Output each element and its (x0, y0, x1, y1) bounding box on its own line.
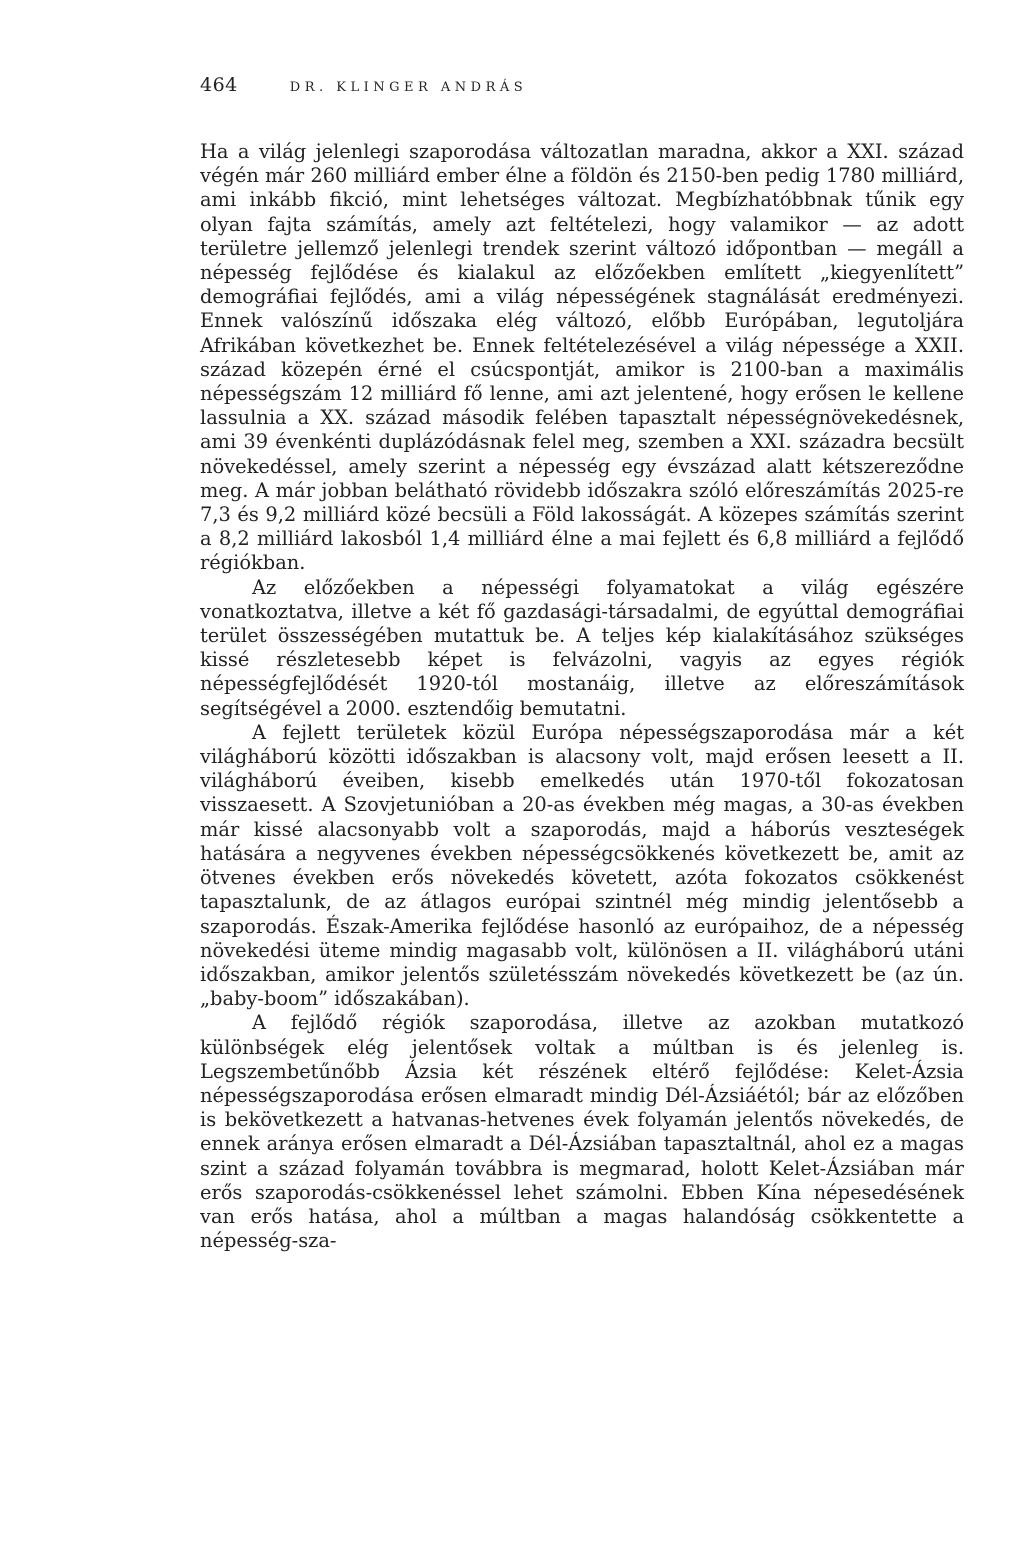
paragraph: A fejlődő régiók szaporodása, illetve az azokban mutatkozó különbségek elég jelentősek voltak a múltban is és jelenleg is. Legszembetűnőbb Ázsia két részének eltérő fejlődése: Kelet-Ázsia népességszaporodása erősen elmaradt mindig Dél-Ázsiáétól; bár az előzőben is bekövetkezett a hatvanas-hetvenes évek folyamán jelentős növekedés, de ennek aránya erősen elmaradt a Dél-Ázsiában tapasztaltnál, ahol ez a magas szint a század folyamán továbbra is megmarad, holott Kelet-Ázsiában már erős szaporodás-csökkenéssel lehet számolni. Ebben Kína népesedésének van erős hatása, ahol a múltban a magas halandóság csökkentette a népesség-sza- (200, 1011, 964, 1253)
paragraph: Ha a világ jelenlegi szaporodása változatlan maradna, akkor a XXI. század végén már 260 milliárd ember élne a földön és 2150-ben pedig 1780 milliárd, ami inkább fikció, mint lehetséges változat. Megbízhatóbbnak tűnik egy olyan fajta számítás, amely azt feltételezi, hogy valamikor — az adott területre jellemző jelenlegi trendek szerint változó időpontban — megáll a népesség fejlődése és kialakul az előzőekben említett „kiegyenlített” demográfiai fejlődés, ami a világ népességének stagnálását eredményezi. Ennek valószínű időszaka elég változó, előbb Európában, legutoljára Afrikában következhet be. Ennek feltételezésével a világ népessége a XXII. század közepén érné el csúcspontját, amikor is 2100-ban a maximális népességszám 12 milliárd fő lenne, ami azt jelentené, hogy erősen le kellene lassulnia a XX. század második felében tapasztalt népességnövekedésnek, ami 39 évenkénti duplázódásnak felel meg, szemben a XXI. századra becsült növekedéssel, amely szerint a népesség egy évszázad alatt kétszereződne meg. A már jobban belátható rövidebb időszakra szóló előreszámítás 2025-re 7,3 és 9,2 milliárd közé becsüli a Föld lakosságát. A közepes számítás szerint a 8,2 milliárd lakosból 1,4 milliárd élne a mai fejlett és 6,8 milliárd a fejlődő régiókban. (200, 140, 964, 575)
running-head (200, 74, 964, 114)
body-text (200, 140, 964, 1253)
page (200, 74, 964, 1253)
running-head-author: DR. KLINGER ANDRÁS (289, 80, 528, 95)
page-number: 464 (200, 74, 238, 96)
paragraph: Az előzőekben a népességi folyamatokat a világ egészére vonatkoztatva, illetve a két fő gazdasági-társadalmi, de egyúttal demográfiai terület összességében mutattuk be. A teljes kép kialakításához szükséges kissé részletesebb képet is felvázolni, vagyis az egyes régiók népességfejlődését 1920-tól mostanáig, illetve az előreszámítások segítségével a 2000. esztendőig bemutatni. (200, 575, 964, 720)
paragraph: A fejlett területek közül Európa népességszaporodása már a két világháború közötti időszakban is alacsony volt, majd erősen leesett a II. világháború éveiben, kisebb emelkedés után 1970-től fokozatosan visszaesett. A Szovjetunióban a 20-as években még magas, a 30-as években már kissé alacsonyabb volt a szaporodás, majd a háborús veszteségek hatására a negyvenes években népességcsökkenés következett be, amit az ötvenes években erős növekedés követett, azóta fokozatos csökkenést tapasztalunk, de az átlagos európai szintnél még mindig jelentősebb a szaporodás. Észak-Amerika fejlődése hasonló az európaihoz, de a népesség növekedési üteme mindig magasabb volt, különösen a II. világháború utáni időszakban, amikor jelentős születésszám növekedés következett be (az ún. „baby-boom” időszakában). (200, 720, 964, 1011)
